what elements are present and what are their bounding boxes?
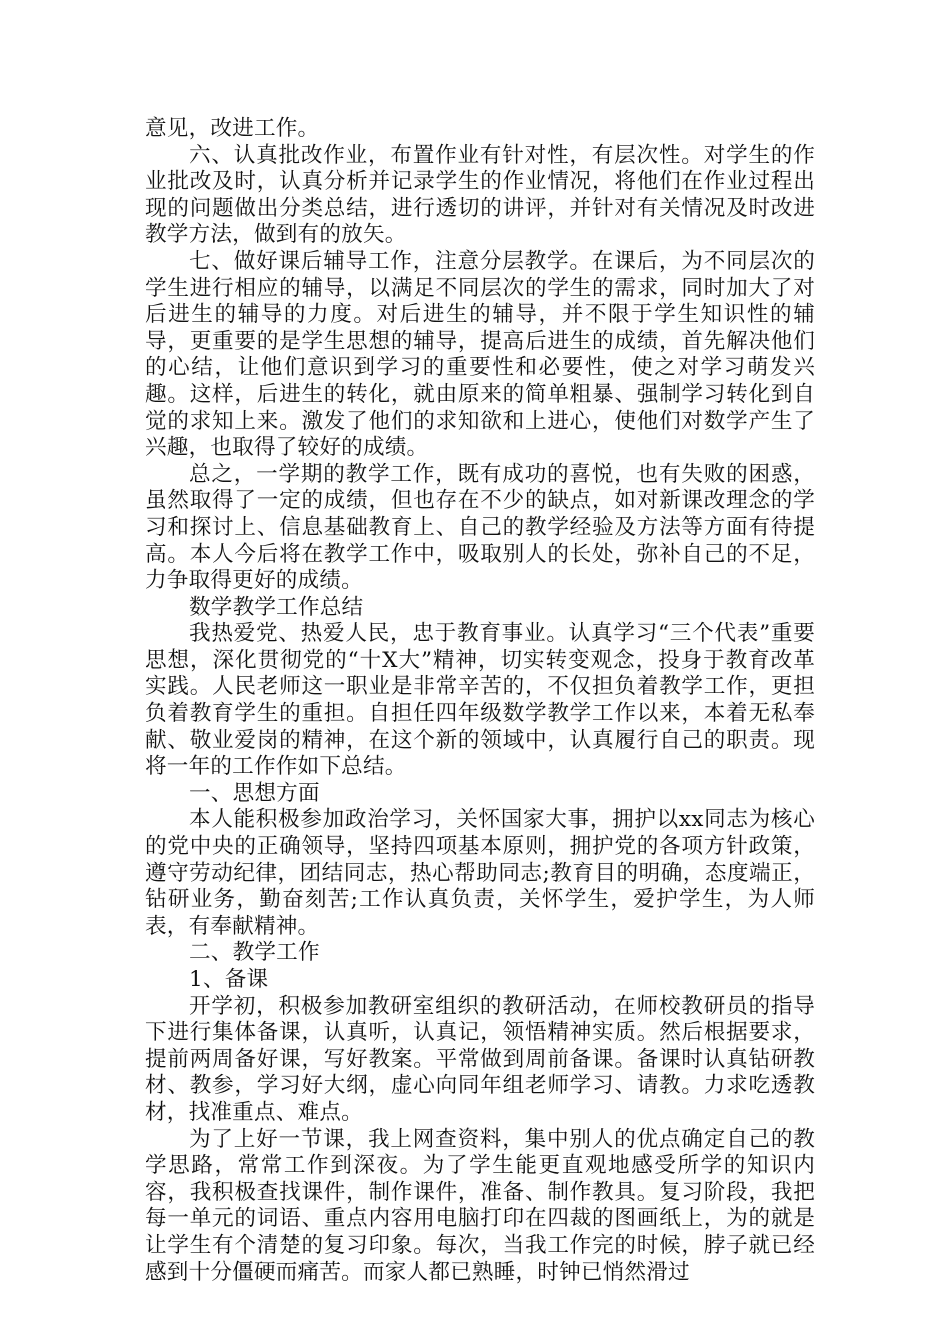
section-title: 数学教学工作总结 (189, 594, 364, 620)
paragraph-ideology: 本人能积极参加政治学习，关怀国家大事，拥护以xx同志为核心的党中央的正确领导，坚持四项基本原则，拥护党的各项方针政策，遵守劳动纪律，团结同志，热心帮助同志;教育目的明确，态度端正，钻研业务，勤奋刻苦;工作认真负责，关怀学生，爱护学生，为人师表，有奉献精神。 (145, 807, 815, 939)
heading-lesson-prep: 1、备课 (189, 967, 269, 992)
paragraph-continuation: 意见，改进工作。 (145, 116, 320, 141)
paragraph-preparation-effort: 为了上好一节课，我上网查资料，集中别人的优点确定自己的教学思路，常常工作到深夜。为了学生能更直观地感受所学的知识内容，我积极查找课件，制作课件，准备、制作教具。复习阶段，我把每一单元的词语、重点内容用电脑打印在四裁的图画纸上，为的就是让学生有个清楚的复习印象。每次，当我工作完的时候，脖子就已经感到十分僵硬而痛苦。而家人都已熟睡，时钟已悄然滑过 (145, 1126, 815, 1285)
paragraph-intro: 我热爱党、热爱人民，忠于教育事业。认真学习“三个代表”重要思想，深化贯彻党的“十X大”精神，切实转变观念，投身于教育改革实践。人民老师这一职业是非常辛苦的，不仅担负着教学工作，更担负着教育学生的重担。自担任四年级数学教学工作以来，本着无私奉献、敬业爱岗的精神，在这个新的领域中，认真履行自己的职责。现将一年的工作作如下总结。 (145, 621, 815, 780)
heading-teaching: 二、教学工作 (189, 940, 320, 966)
paragraph-tutoring: 七、做好课后辅导工作，注意分层教学。在课后，为不同层次的学生进行相应的辅导，以满足不同层次的学生的需求，同时加大了对后进生的辅导的力度。对后进生的辅导，并不限于学生知识性的辅导，更重要的是学生思想的辅导，提高后进生的成绩，首先解决他们的心结，让他们意识到学习的重要性和必要性，使之对学习萌发兴趣。这样，后进生的转化，就由原来的简单粗暴、强制学习转化到自觉的求知上来。激发了他们的求知欲和上进心，使他们对数学产生了兴趣，也取得了较好的成绩。 (145, 248, 815, 461)
paragraph-summary: 总之，一学期的教学工作，既有成功的喜悦，也有失败的困惑，虽然取得了一定的成绩，但也存在不少的缺点，如对新课改理念的学习和探讨上、信息基础教育上、自己的教学经验及方法等方面有待提高。本人今后将在教学工作中，吸取别人的长处，弥补自己的不足，力争取得更好的成绩。 (145, 461, 815, 594)
paragraph-homework: 六、认真批改作业，布置作业有针对性，有层次性。对学生的作业批改及时，认真分析并记录学生的作业情况，将他们在作业过程出现的问题做出分类总结，进行透切的讲评，并针对有关情况及时改进教学方法，做到有的放矢。 (145, 142, 815, 248)
heading-ideology: 一、思想方面 (189, 780, 320, 806)
document-body (145, 116, 815, 1286)
paragraph-lesson-prep: 开学初，积极参加教研室组织的教研活动，在师校教研员的指导下进行集体备课，认真听，认真记，领悟精神实质。然后根据要求，提前两周备好课，写好教案。平常做到周前备课。备课时认真钻研教材、教参，学习好大纲，虚心向同年组老师学习、请教。力求吃透教材，找准重点、难点。 (145, 993, 815, 1125)
